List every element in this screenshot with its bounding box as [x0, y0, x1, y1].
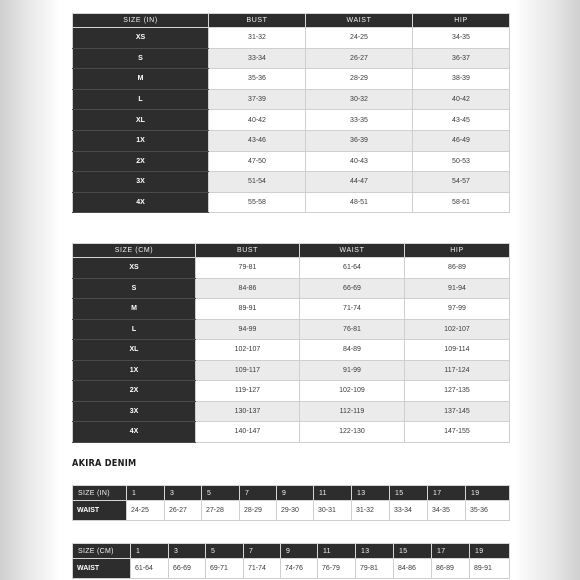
size-header: 1: [127, 486, 165, 501]
table-row: [73, 258, 510, 279]
size-cell: 2X: [73, 151, 209, 172]
waist-row: [73, 501, 510, 521]
measurement-cell: 48-51: [306, 192, 413, 213]
measurement-cell: 58-61: [413, 192, 510, 213]
measurement-cell: 34-35: [413, 28, 510, 49]
measurement-cell: 43-45: [413, 110, 510, 131]
measurement-cell: 40-43: [306, 151, 413, 172]
table-row: [73, 299, 510, 320]
page-shadow-right: [515, 0, 580, 580]
measurement-cell: 76-81: [300, 319, 405, 340]
column-header: SIZE (IN): [73, 14, 209, 28]
measurement-cell: 40-42: [209, 110, 306, 131]
table-row: [73, 422, 510, 443]
size-header: 7: [240, 486, 277, 501]
size-header: 13: [356, 544, 394, 559]
size-label: SIZE (CM): [73, 544, 131, 559]
table-row: [73, 89, 510, 110]
waist-cell: 69-71: [206, 559, 244, 579]
size-cell: 1X: [73, 130, 209, 151]
measurement-cell: 97-99: [405, 299, 510, 320]
size-cell: 3X: [73, 401, 196, 422]
measurement-cell: 79-81: [196, 258, 300, 279]
measurement-cell: 66-69: [300, 278, 405, 299]
header-row: [73, 244, 510, 258]
size-cell: S: [73, 48, 209, 69]
measurement-cell: 91-94: [405, 278, 510, 299]
measurement-cell: 117-124: [405, 360, 510, 381]
size-header: 3: [165, 486, 202, 501]
measurement-cell: 89-91: [196, 299, 300, 320]
measurement-cell: 84-86: [196, 278, 300, 299]
column-header: SIZE (CM): [73, 244, 196, 258]
measurement-cell: 26-27: [306, 48, 413, 69]
waist-cell: 30-31: [314, 501, 352, 521]
measurement-cell: 30-32: [306, 89, 413, 110]
measurement-cell: 38-39: [413, 69, 510, 90]
table-row: [73, 48, 510, 69]
column-header: HIP: [405, 244, 510, 258]
size-row: [73, 486, 510, 501]
measurement-cell: 51-54: [209, 172, 306, 193]
table-row: [73, 401, 510, 422]
waist-cell: 31-32: [352, 501, 390, 521]
size-row: [73, 544, 510, 559]
measurement-cell: 122-130: [300, 422, 405, 443]
size-chart-inches: [72, 13, 510, 213]
measurement-cell: 33-34: [209, 48, 306, 69]
denim-size-chart-inches: [72, 485, 510, 521]
table-row: [73, 172, 510, 193]
denim-size-chart-centimeters: [72, 543, 510, 579]
measurement-cell: 91-99: [300, 360, 405, 381]
size-header: 17: [428, 486, 466, 501]
measurement-cell: 147-155: [405, 422, 510, 443]
measurement-cell: 140-147: [196, 422, 300, 443]
size-header: 19: [466, 486, 510, 501]
measurement-cell: 102-107: [196, 340, 300, 361]
size-header: 13: [352, 486, 390, 501]
waist-cell: 29-30: [277, 501, 314, 521]
section-title-akira-denim: AKIRA DENIM: [72, 458, 137, 469]
measurement-cell: 37-39: [209, 89, 306, 110]
size-header: 15: [394, 544, 432, 559]
measurement-cell: 130-137: [196, 401, 300, 422]
measurement-cell: 102-107: [405, 319, 510, 340]
waist-label: WAIST: [73, 559, 131, 579]
waist-cell: 27-28: [202, 501, 240, 521]
measurement-cell: 47-50: [209, 151, 306, 172]
table-row: [73, 278, 510, 299]
waist-cell: 35-36: [466, 501, 510, 521]
measurement-cell: 127-135: [405, 381, 510, 402]
waist-cell: 84-86: [394, 559, 432, 579]
table-row: [73, 381, 510, 402]
measurement-cell: 55-58: [209, 192, 306, 213]
column-header: BUST: [209, 14, 306, 28]
measurement-cell: 50-53: [413, 151, 510, 172]
measurement-cell: 109-117: [196, 360, 300, 381]
waist-cell: 86-89: [432, 559, 470, 579]
waist-label: WAIST: [73, 501, 127, 521]
measurement-cell: 71-74: [300, 299, 405, 320]
size-cell: M: [73, 69, 209, 90]
measurement-cell: 46-49: [413, 130, 510, 151]
waist-cell: 76-79: [318, 559, 356, 579]
size-header: 11: [314, 486, 352, 501]
table-row: [73, 192, 510, 213]
measurement-cell: 137-145: [405, 401, 510, 422]
measurement-cell: 40-42: [413, 89, 510, 110]
size-cell: L: [73, 89, 209, 110]
size-cell: 1X: [73, 360, 196, 381]
size-cell: 3X: [73, 172, 209, 193]
table-row: [73, 340, 510, 361]
header-row: [73, 14, 510, 28]
measurement-cell: 33-35: [306, 110, 413, 131]
size-header: 5: [202, 486, 240, 501]
measurement-cell: 36-39: [306, 130, 413, 151]
measurement-cell: 54-57: [413, 172, 510, 193]
measurement-cell: 94-99: [196, 319, 300, 340]
measurement-cell: 102-109: [300, 381, 405, 402]
page-shadow-left: [0, 0, 60, 580]
size-header: 1: [131, 544, 169, 559]
table-row: [73, 151, 510, 172]
measurement-cell: 61-64: [300, 258, 405, 279]
waist-cell: 89-91: [470, 559, 510, 579]
measurement-cell: 43-46: [209, 130, 306, 151]
waist-cell: 24-25: [127, 501, 165, 521]
size-cell: XS: [73, 258, 196, 279]
measurement-cell: 28-29: [306, 69, 413, 90]
column-header: WAIST: [306, 14, 413, 28]
waist-cell: 34-35: [428, 501, 466, 521]
size-cell: 4X: [73, 422, 196, 443]
waist-cell: 26-27: [165, 501, 202, 521]
size-cell: 2X: [73, 381, 196, 402]
measurement-cell: 24-25: [306, 28, 413, 49]
measurement-cell: 86-89: [405, 258, 510, 279]
size-cell: M: [73, 299, 196, 320]
measurement-cell: 31-32: [209, 28, 306, 49]
size-cell: 4X: [73, 192, 209, 213]
table-row: [73, 130, 510, 151]
waist-cell: 71-74: [244, 559, 281, 579]
size-cell: XL: [73, 110, 209, 131]
size-header: 5: [206, 544, 244, 559]
measurement-cell: 44-47: [306, 172, 413, 193]
column-header: BUST: [196, 244, 300, 258]
table-row: [73, 319, 510, 340]
size-cell: XL: [73, 340, 196, 361]
measurement-cell: 109-114: [405, 340, 510, 361]
table-row: [73, 28, 510, 49]
size-header: 9: [281, 544, 318, 559]
table-row: [73, 110, 510, 131]
size-cell: XS: [73, 28, 209, 49]
measurement-cell: 119-127: [196, 381, 300, 402]
size-header: 15: [390, 486, 428, 501]
waist-cell: 79-81: [356, 559, 394, 579]
measurement-cell: 36-37: [413, 48, 510, 69]
waist-cell: 61-64: [131, 559, 169, 579]
size-header: 3: [169, 544, 206, 559]
measurement-cell: 35-36: [209, 69, 306, 90]
size-header: 9: [277, 486, 314, 501]
column-header: HIP: [413, 14, 510, 28]
waist-cell: 33-34: [390, 501, 428, 521]
size-header: 19: [470, 544, 510, 559]
column-header: WAIST: [300, 244, 405, 258]
waist-cell: 28-29: [240, 501, 277, 521]
size-cell: L: [73, 319, 196, 340]
size-header: 17: [432, 544, 470, 559]
waist-cell: 74-76: [281, 559, 318, 579]
measurement-cell: 112-119: [300, 401, 405, 422]
size-header: 7: [244, 544, 281, 559]
size-label: SIZE (IN): [73, 486, 127, 501]
table-row: [73, 69, 510, 90]
size-cell: S: [73, 278, 196, 299]
size-header: 11: [318, 544, 356, 559]
waist-cell: 66-69: [169, 559, 206, 579]
size-chart-centimeters: [72, 243, 510, 443]
table-row: [73, 360, 510, 381]
waist-row: [73, 559, 510, 579]
measurement-cell: 84-89: [300, 340, 405, 361]
